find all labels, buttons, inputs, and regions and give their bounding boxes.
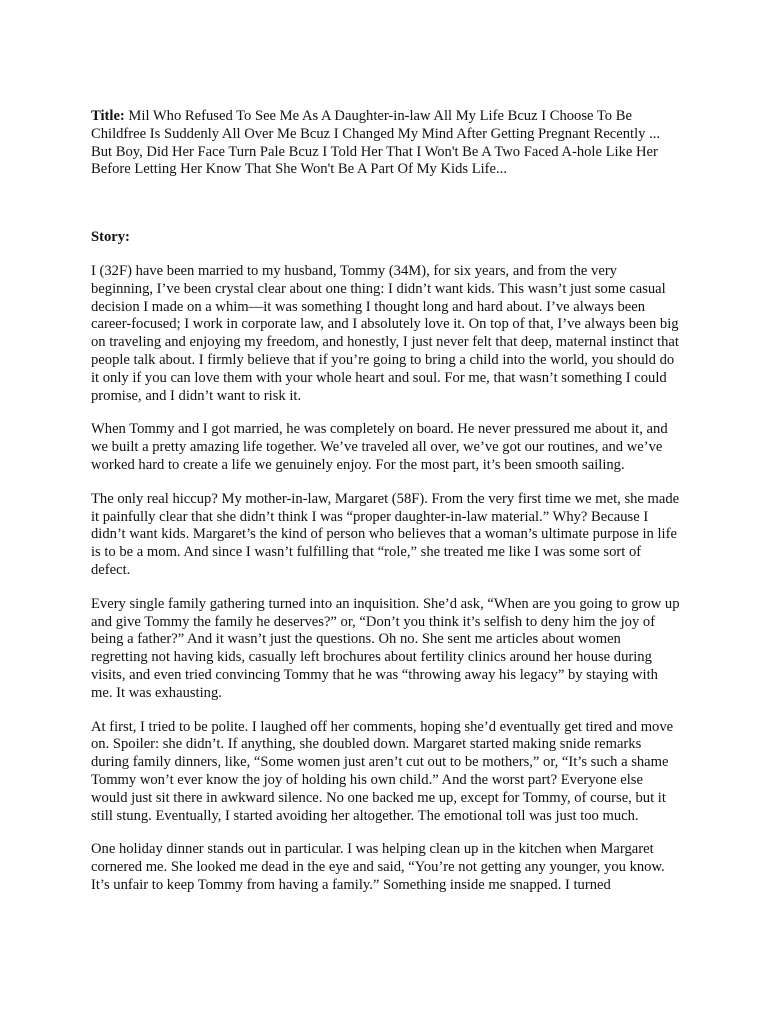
story-paragraph-1: I (32F) have been married to my husband, Tommy (34M), for six years, and from the very beginning, I’ve been crystal clear about one thing: I didn’t want kids. This wasn’t just some casual decision I made on a whim—it was something I thought long and hard about. I’ve always been career-focused; I work in corporate law, and I absolutely love it. On top of that, I’ve always been big on traveling and enjoying my freedom, and honestly, I just never felt that deep, maternal instinct that people talk about. I firmly believe that if you’re going to bring a child into the world, you should do it only if you can love them with your whole heart and soul. For me, that wasn’t something I could promise, and I didn’t want to risk it. — [91, 262, 679, 404]
document-page — [91, 108, 681, 911]
document-title — [91, 108, 681, 179]
title-text: Mil Who Refused To See Me As A Daughter-in-law All My Life Bcuz I Choose To Be Childfree Is Suddenly All Over Me Bcuz I Changed My Mind After Getting Pregnant Recently ... But Boy, Did Her Face Turn Pale Bcuz I Told Her That I Won't Be A Two Faced A-hole Like Her Before Letting Her Know That She Won't Be A Part Of My Kids Life... — [91, 108, 661, 178]
story-paragraph-3: The only real hiccup? My mother-in-law, Margaret (58F). From the very first time we met, she made it painfully clear that she didn’t think I was “proper daughter-in-law material.” Why? Because I didn’t want kids. Margaret’s the kind of person who believes that a woman’s ultimate purpose in life is to be a mom. And since I wasn’t fulfilling that “role,” she treated me like I was some sort of defect. — [91, 490, 680, 578]
story-heading: Story: — [91, 229, 130, 246]
story-paragraph-4: Every single family gathering turned into an inquisition. She’d ask, “When are you going to grow up and give Tommy the family he deserves?” or, “Don’t you think it’s selfish to deny him the joy of being a father?” And it wasn’t just the questions. Oh no. She sent me articles about women regretting not having kids, casually left brochures about fertility clinics around her house during visits, and even tried convincing Tommy that he was “throwing away his legacy” by staying with me. It was exhausting. — [91, 595, 680, 701]
story-paragraph-5: At first, I tried to be polite. I laughed off her comments, hoping she’d eventually get tired and move on. Spoiler: she didn’t. If anything, she doubled down. Margaret started making snide remarks during family dinners, like, “Some women just aren’t cut out to be mothers,” or, “It’s such a shame Tommy won’t ever know the joy of holding his own child.” And the worst part? Everyone else would just sit there in awkward silence. No one backed me up, except for Tommy, of course, but it still stung. Eventually, I started avoiding her altogether. The emotional toll was just too much. — [91, 718, 674, 824]
story-paragraph-2: When Tommy and I got married, he was completely on board. He never pressured me about it, and we built a pretty amazing life together. We’ve traveled all over, we’ve got our routines, and we’ve worked hard to create a life we genuinely enjoy. For the most part, it’s been smooth sailing. — [91, 421, 668, 473]
story-paragraph-6: One holiday dinner stands out in particular. I was helping clean up in the kitchen when Margaret cornered me. She looked me dead in the eye and said, “You’re not getting any younger, you know. It’s unfair to keep Tommy from having a family.” Something inside me snapped. I turned — [91, 841, 665, 893]
title-label: Title: — [91, 108, 125, 124]
